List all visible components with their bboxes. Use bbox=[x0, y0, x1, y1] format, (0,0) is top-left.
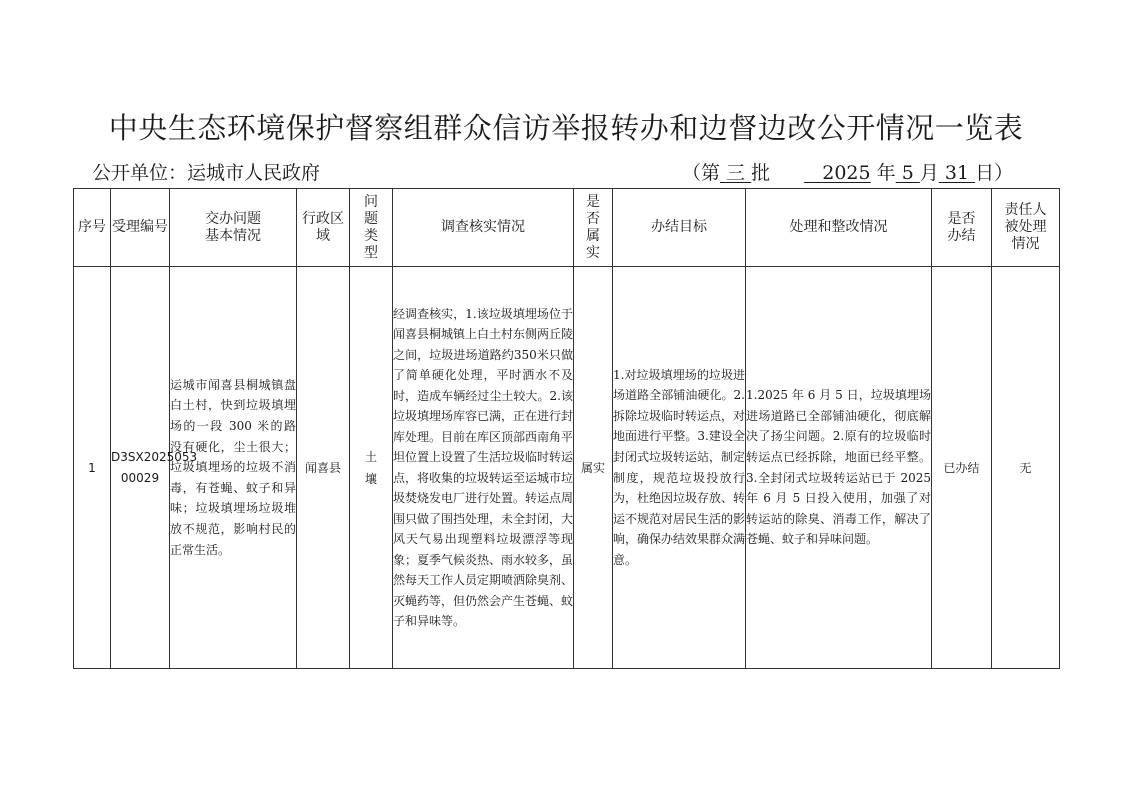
cell-is-true: 属实 bbox=[574, 267, 613, 669]
col-header-is-closed: 是否办结 bbox=[932, 189, 992, 267]
cell-receipt-no: D3SX2025053 00029 bbox=[111, 267, 170, 669]
cell-region: 闻喜县 bbox=[297, 267, 350, 669]
col-header-problem-type: 问题类型 bbox=[350, 189, 393, 267]
batch-number: 三 bbox=[720, 162, 752, 184]
batch-date bbox=[682, 161, 1013, 185]
cell-seq: 1 bbox=[74, 267, 111, 669]
col-header-rectification: 处理和整改情况 bbox=[746, 189, 932, 267]
col-header-region: 行政区域 bbox=[297, 189, 350, 267]
cell-goal: 1.对垃圾填埋场的垃圾进场道路全部铺油硬化。2.拆除垃圾临时转运点，对地面进行平整。3.建设全封闭式垃圾转运站，制定制度，规范垃圾投放行为，杜绝因垃圾存放、转运不规范对居民生活的影响，确保办结效果群众满意。 bbox=[613, 267, 746, 669]
publisher-label: 公开单位：运城市人民政府 bbox=[92, 162, 321, 184]
col-header-verification: 调查核实情况 bbox=[393, 189, 574, 267]
cell-is-closed: 已办结 bbox=[932, 267, 992, 669]
col-header-basic-info: 交办问题基本情况 bbox=[170, 189, 297, 267]
page-title: 中央生态环境保护督察组群众信访举报转办和边督边改公开情况一览表 bbox=[108, 111, 1024, 145]
date-month: 5 bbox=[895, 162, 920, 184]
date-year: 2025 bbox=[822, 162, 871, 184]
col-header-seq: 序号 bbox=[74, 189, 111, 267]
cell-basic-info: 运城市闻喜县桐城镇盘白土村，快到垃圾填埋场的一段 300 米的路没有硬化，尘土很大；垃圾填埋场的垃圾不消毒，有苍蝇、蚊子和异味；垃圾填埋场垃圾堆放不规范，影响村民的正常生活。 bbox=[170, 267, 297, 669]
cell-rectification: 1.2025 年 6 月 5 日，垃圾填埋场进场道路已全部铺油硬化，彻底解决了扬尘问题。2.原有的垃圾临时转运点已经拆除，地面已经平整。3.全封闭式垃圾转运站已于 2025 年 6 月 5 日投入使用，加强了对转运站的除臭、消毒工作，解决了苍蝇、蚊子和异味问题。 bbox=[746, 267, 932, 669]
disclosure-table bbox=[73, 188, 1060, 669]
table-header-row bbox=[74, 189, 1060, 267]
table-row bbox=[74, 267, 1060, 669]
day-label: 日） bbox=[975, 162, 1014, 184]
col-header-accountability: 责任人被处理情况 bbox=[992, 189, 1060, 267]
cell-accountability: 无 bbox=[992, 267, 1060, 669]
batch-prefix: （第 bbox=[682, 162, 721, 184]
cell-problem-type: 土壤 bbox=[350, 267, 393, 669]
col-header-receipt-no: 受理编号 bbox=[111, 189, 170, 267]
year-label: 年 bbox=[870, 162, 896, 184]
col-header-goal: 办结目标 bbox=[613, 189, 746, 267]
cell-verification: 经调查核实，1.该垃圾填埋场位于闻喜县桐城镇上白土村东侧两丘陵之间，垃圾进场道路约350米只做了简单硬化处理，平时洒水不及时，造成车辆经过尘土较大。2.该垃圾填埋场库容已满，正在进行封库处理。目前在库区顶部西南角平坦位置上设置了生活垃圾临时转运点，将收集的垃圾转运至运城市垃圾焚烧发电厂进行处置。转运点周围只做了围挡处理，未全封闭，大风天气易出现塑料垃圾漂浮等现象；夏季气候炎热、雨水较多，虽然每天工作人员定期喷洒除臭剂、灭蝇药等，但仍然会产生苍蝇、蚊子和异味等。 bbox=[393, 267, 574, 669]
batch-suffix: 批 bbox=[751, 162, 771, 184]
date-day: 31 bbox=[938, 162, 976, 184]
col-header-is-true: 是否属实 bbox=[574, 189, 613, 267]
month-label: 月 bbox=[919, 162, 939, 184]
